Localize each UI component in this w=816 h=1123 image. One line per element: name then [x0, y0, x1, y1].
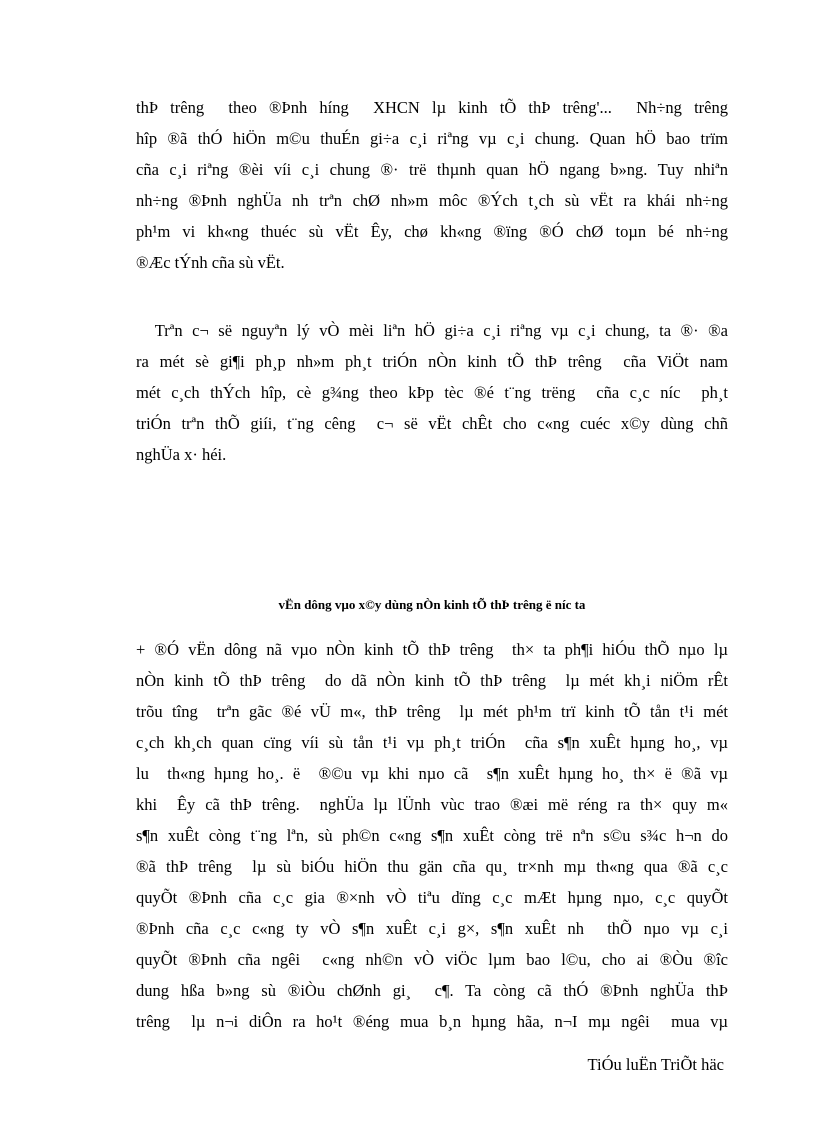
text-line: + ®Ó vËn dông nã vµo nÒn kinh tÕ thÞ trêng th× ta ph¶i hiÓu thÕ nµo lµ: [136, 640, 728, 659]
text-line: ®Æc tÝnh cña sù vËt.: [136, 253, 285, 272]
text-line: c¸ch kh¸ch quan cïng víi sù tån t¹i vµ ph¸t triÓn cña s¶n xuÊt hµng ho¸, vµ: [136, 733, 728, 752]
page-footer: TiÓu luËn TriÕt häc: [587, 1055, 724, 1074]
text-line: nghÜa x· héi.: [136, 445, 227, 464]
text-line: Trªn c¬ së nguyªn lý vÒ mèi liªn hÖ gi÷a c¸i riªng vµ c¸i chung, ta ®· ®a: [136, 321, 728, 340]
paragraph-1: [136, 92, 728, 278]
text-line: ra mét sè gi¶i ph¸p nh»m ph¸t triÓn nÒn kinh tÕ thÞ trêng cña ViÖt nam: [136, 352, 728, 371]
text-line: triÓn trªn thÕ giíi, t¨ng cêng c¬ së vËt chÊt cho c«ng cuéc x©y dùng chñ: [136, 414, 728, 433]
text-line: ph¹m vi kh«ng thuéc sù vËt Êy, chø kh«ng ®ïng ®Ó chØ toµn bé nh÷ng: [136, 222, 728, 241]
text-line: trõu tîng trªn gãc ®é vÜ m«, thÞ trêng lµ mét ph¹m trï kinh tÕ tån t¹i mét: [136, 702, 728, 721]
text-line: nÒn kinh tÕ thÞ trêng do dã nÒn kinh tÕ thÞ trêng lµ mét kh¸i niÖm rÊt: [136, 671, 728, 690]
text-line: thÞ trêng theo ®Þnh híng XHCN lµ kinh tÕ thÞ trêng'... Nh÷ng trêng: [136, 98, 728, 117]
text-line: quyÕt ®Þnh cña ngêi c«ng nh©n vÒ viÖc lµm bao l©u, cho ai ®Òu ®îc: [136, 950, 728, 969]
text-line: dung hßa b»ng sù ®iÒu chØnh gi¸ c¶. Ta còng cã thÓ ®Þnh nghÜa thÞ: [136, 981, 728, 1000]
text-line: trêng lµ n¬i diÔn ra ho¹t ®éng mua b¸n hµng hãa, n¬I mµ ngêi mua vµ: [136, 1012, 728, 1031]
section-heading: vËn dông vµo x©y dùng nÒn kinh tÕ thÞ trêng ë níc ta: [278, 597, 586, 612]
text-line: ®Þnh cña c¸c c«ng ty vÒ s¶n xuÊt c¸i g×, s¶n xuÊt nh thÕ nµo vµ c¸i: [136, 919, 728, 938]
text-line: khi Êy cã thÞ trêng. nghÜa lµ lÜnh vùc trao ®æi më réng ra th× quy m«: [136, 795, 728, 814]
text-line: ®ã thÞ trêng lµ sù biÓu hiÖn thu gän cña qu¸ tr×nh mµ th«ng qua ®ã c¸c: [136, 857, 728, 876]
text-line: nh÷ng ®Þnh nghÜa nh trªn chØ nh»m môc ®Ých t¸ch sù vËt ra khái nh÷ng: [136, 191, 728, 210]
text-line: lu th«ng hµng ho¸. ë ®©u vµ khi nµo cã s¶n xuÊt hµng ho¸ th× ë ®ã vµ: [136, 764, 728, 783]
text-line: s¶n xuÊt còng t¨ng lªn, sù ph©n c«ng s¶n xuÊt còng trë nªn s©u s¾c h¬n do: [136, 826, 728, 845]
paragraph-3: [136, 634, 728, 1037]
text-line: cña c¸i riªng ®èi víi c¸i chung ®· trë thµnh quan hÖ ngang b»ng. Tuy nhiªn: [136, 160, 728, 179]
text-line: hîp ®ã thÓ hiÖn m©u thuÉn gi÷a c¸i riªng vµ c¸i chung. Quan hÖ bao trïm: [136, 129, 728, 148]
text-line: mét c¸ch thÝch hîp, cè g¾ng theo kÞp tèc ®é t¨ng trëng cña c¸c níc ph¸t: [136, 383, 728, 402]
paragraph-2: [136, 315, 728, 470]
text-line: quyÕt ®Þnh cña c¸c gia ®×nh vÒ tiªu dïng c¸c mÆt hµng nµo, c¸c quyÕt: [136, 888, 728, 907]
